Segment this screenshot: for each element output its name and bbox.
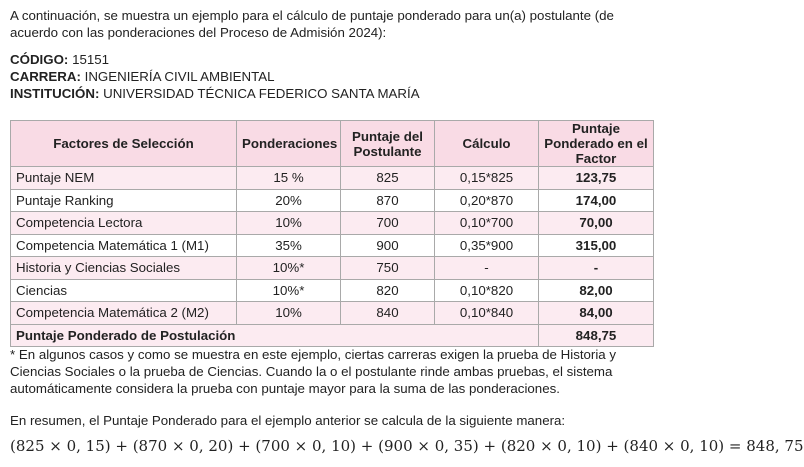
weighting-table (10, 120, 654, 347)
factor-cell: Puntaje Ranking (11, 189, 237, 212)
table-row (11, 234, 654, 257)
carrera-line (10, 68, 420, 85)
calc-cell: 0,10*820 (435, 279, 539, 302)
score-cell: 840 (341, 302, 435, 325)
intro-paragraph: A continuación, se muestra un ejemplo para el cálculo de puntaje ponderado para un(a) postulante (de acuerdo con las ponderaciones del Proceso de Admisión 2024): (10, 8, 614, 40)
weighted-score-cell: - (539, 257, 654, 280)
weighted-score-cell: 174,00 (539, 189, 654, 212)
codigo-value: 15151 (72, 52, 110, 67)
calc-cell: 0,20*870 (435, 189, 539, 212)
codigo-label: CÓDIGO: (10, 52, 69, 67)
header-ponderaciones: Ponderaciones (237, 121, 341, 167)
header-factores: Factores de Selección (11, 121, 237, 167)
weighted-score-cell: 315,00 (539, 234, 654, 257)
table-row (11, 279, 654, 302)
weight-cell: 35% (237, 234, 341, 257)
factor-cell: Competencia Lectora (11, 212, 237, 235)
carrera-label: CARRERA: (10, 69, 81, 84)
calc-cell: 0,10*700 (435, 212, 539, 235)
table-row (11, 189, 654, 212)
factor-cell: Competencia Matemática 2 (M2) (11, 302, 237, 325)
table-row (11, 167, 654, 190)
factor-cell: Ciencias (11, 279, 237, 302)
header-puntaje-ponderado: Puntaje Ponderado en el Factor (539, 121, 654, 167)
weight-cell: 15 % (237, 167, 341, 190)
score-cell: 700 (341, 212, 435, 235)
weight-cell: 10%* (237, 279, 341, 302)
table-header-row (11, 121, 654, 167)
factor-cell: Competencia Matemática 1 (M1) (11, 234, 237, 257)
score-cell: 825 (341, 167, 435, 190)
factor-cell: Historia y Ciencias Sociales (11, 257, 237, 280)
total-value: 848,75 (539, 324, 654, 347)
header-puntaje-postulante: Puntaje del Postulante (341, 121, 435, 167)
total-label: Puntaje Ponderado de Postulación (11, 324, 539, 347)
codigo-line (10, 51, 420, 68)
header-calculo: Cálculo (435, 121, 539, 167)
footnote: * En algunos casos y como se muestra en este ejemplo, ciertas carreras exigen la prueba de Historia y Ciencias Sociales o la prueba de Ciencias. Cuando la o el postulante rinde ambas pruebas, el sistema automáticamente considera la prueba con puntaje mayor para la suma de las ponderaciones. (10, 347, 617, 396)
total-row (11, 324, 654, 347)
score-cell: 750 (341, 257, 435, 280)
calc-cell: 0,10*840 (435, 302, 539, 325)
program-info (10, 51, 420, 102)
score-cell: 820 (341, 279, 435, 302)
table-row (11, 257, 654, 280)
weighted-score-cell: 82,00 (539, 279, 654, 302)
table-row (11, 302, 654, 325)
formula: (825 × 0, 15) + (870 × 0, 20) + (700 × 0, 10) + (900 × 0, 35) + (820 × 0, 10) + (840 × 0, 10) = 848, 75 (10, 437, 804, 455)
weight-cell: 10%* (237, 257, 341, 280)
calc-cell: 0,15*825 (435, 167, 539, 190)
score-cell: 900 (341, 234, 435, 257)
weighted-score-cell: 84,00 (539, 302, 654, 325)
institucion-label: INSTITUCIÓN: (10, 86, 100, 101)
weighted-score-cell: 123,75 (539, 167, 654, 190)
institucion-line (10, 85, 420, 102)
weight-cell: 20% (237, 189, 341, 212)
weight-cell: 10% (237, 302, 341, 325)
calc-cell: - (435, 257, 539, 280)
calc-cell: 0,35*900 (435, 234, 539, 257)
weighted-score-cell: 70,00 (539, 212, 654, 235)
factor-cell: Puntaje NEM (11, 167, 237, 190)
institucion-value: UNIVERSIDAD TÉCNICA FEDERICO SANTA MARÍA (103, 86, 420, 101)
table-row (11, 212, 654, 235)
summary-text: En resumen, el Puntaje Ponderado para el ejemplo anterior se calcula de la siguiente manera: (10, 413, 566, 428)
score-cell: 870 (341, 189, 435, 212)
weight-cell: 10% (237, 212, 341, 235)
carrera-value: INGENIERÍA CIVIL AMBIENTAL (84, 69, 275, 84)
